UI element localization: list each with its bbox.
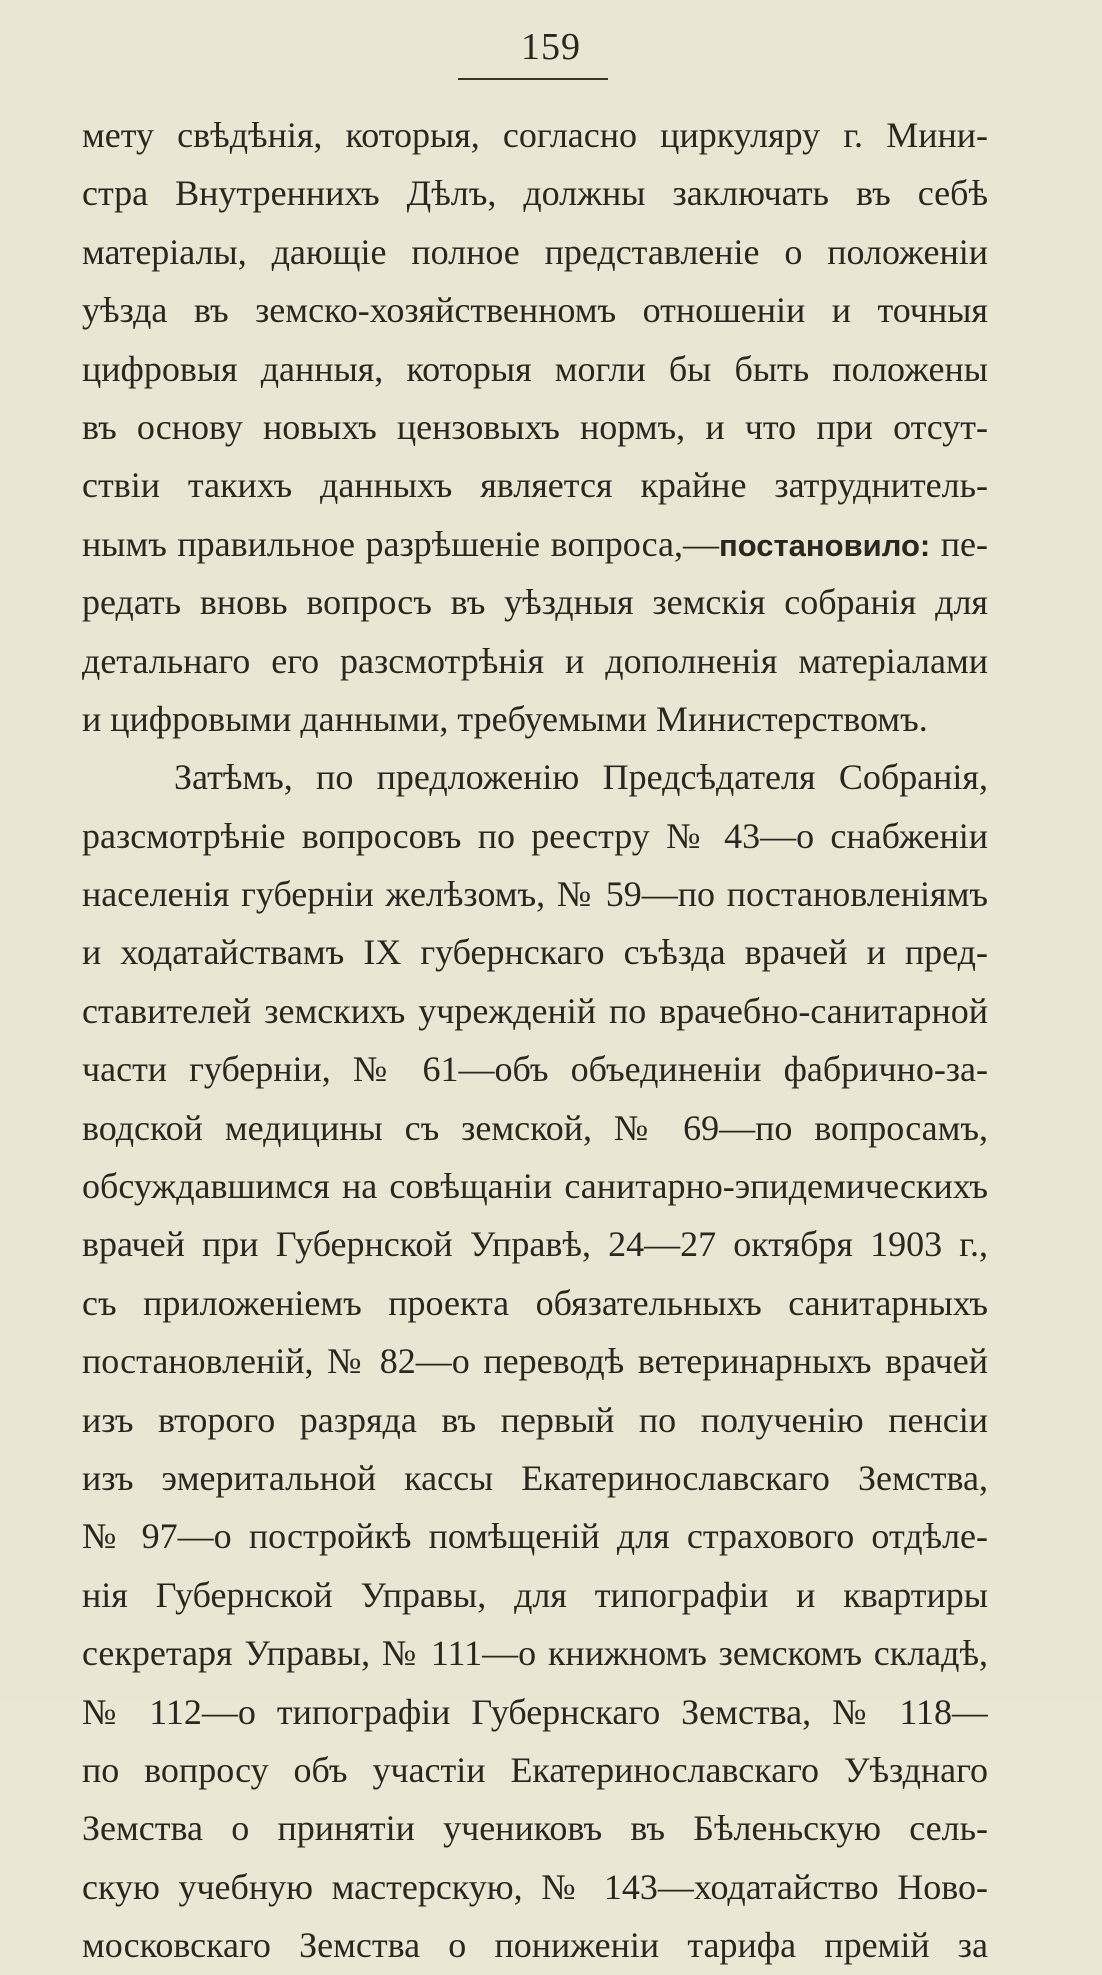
text-line: мету свѣдѣнія, которыя, согласно циркуляру г. Мини- — [82, 115, 988, 155]
text-line: ставителей земскихъ учрежденій по врачебно-санитарной — [82, 990, 988, 1031]
text-line: цифровыя данныя, которыя могли бы быть положены — [82, 348, 988, 389]
text-line: уѣзда въ земско-хозяйственномъ отношеніи и точныя — [82, 290, 988, 331]
text-line: стра Внутреннихъ Дѣлъ, должны заключать въ себѣ — [82, 173, 988, 214]
body-text — [82, 106, 988, 1975]
resolution-keyword: постановило: — [719, 527, 931, 563]
text-line: части губерніи, № 61—объ объединеніи фабрично-за- — [82, 1049, 988, 1090]
text-line: водской медицины съ земской, № 69—по вопросамъ, — [82, 1107, 988, 1148]
header-rule — [458, 78, 608, 80]
text-line: врачей при Губернской Управѣ, 24—27 октября 1903 г., — [82, 1224, 988, 1265]
text-line: и цифровыми данными, требуемыми Министерствомъ. — [82, 698, 928, 739]
text-line: редать вновь вопросъ въ уѣздныя земскія собранія для — [82, 582, 988, 623]
text-line: № 97—о постройкѣ помѣщеній для страхового отдѣле- — [82, 1516, 988, 1557]
text-line: Земства о принятіи учениковъ въ Бѣленьскую сель- — [82, 1808, 988, 1849]
text-line: обсуждавшимся на совѣщаніи санитарно-эпидемическихъ — [82, 1166, 988, 1207]
text-line: ствіи такихъ данныхъ является крайне затруднитель- — [82, 465, 988, 506]
text-line — [82, 515, 988, 573]
text-line: нія Губернской Управы, для типографіи и квартиры — [82, 1574, 988, 1615]
text-line: разсмотрѣніе вопросовъ по реестру № 43—о снабженіи — [82, 815, 988, 856]
text-line: постановленій, № 82—о переводѣ ветеринарныхъ врачей — [82, 1341, 988, 1382]
text-segment: пе- — [930, 523, 988, 564]
text-line: матеріалы, дающіе полное представленіе о положеніи — [82, 231, 988, 272]
text-line: № 112—о типографіи Губернскаго Земства, № 118— — [82, 1691, 988, 1732]
text-line: и ходатайствамъ IX губернскаго съѣзда врачей и пред- — [82, 932, 988, 973]
text-line: скую учебную мастерскую, № 143—ходатайство Ново- — [82, 1866, 988, 1907]
page-number: 159 — [521, 26, 581, 68]
text-line: по вопросу объ участіи Екатеринославскаго Уѣзднаго — [82, 1749, 988, 1790]
text-line: изъ эмеритальной кассы Екатеринославскаго Земства, — [82, 1457, 988, 1498]
text-line: изъ второго разряда въ первый по полученію пенсіи — [82, 1399, 988, 1440]
text-line: секретаря Управы, № 111—о книжномъ земскомъ складѣ, — [82, 1633, 988, 1674]
text-line: московскаго Земства о пониженіи тарифа премій за — [82, 1925, 988, 1966]
text-line: детальнаго его разсмотрѣнія и дополненія матеріалами — [82, 640, 988, 681]
text-line: съ приложеніемъ проекта обязательныхъ санитарныхъ — [82, 1282, 988, 1323]
text-line: Затѣмъ, по предложенію Предсѣдателя Собранія, — [174, 757, 988, 798]
text-line: въ основу новыхъ цензовыхъ нормъ, и что при отсут- — [82, 406, 988, 447]
text-line: населенія губерніи желѣзомъ, № 59—по постановленіямъ — [82, 874, 988, 915]
text-segment: нымъ правильное разрѣшеніе вопроса,— — [82, 523, 719, 564]
